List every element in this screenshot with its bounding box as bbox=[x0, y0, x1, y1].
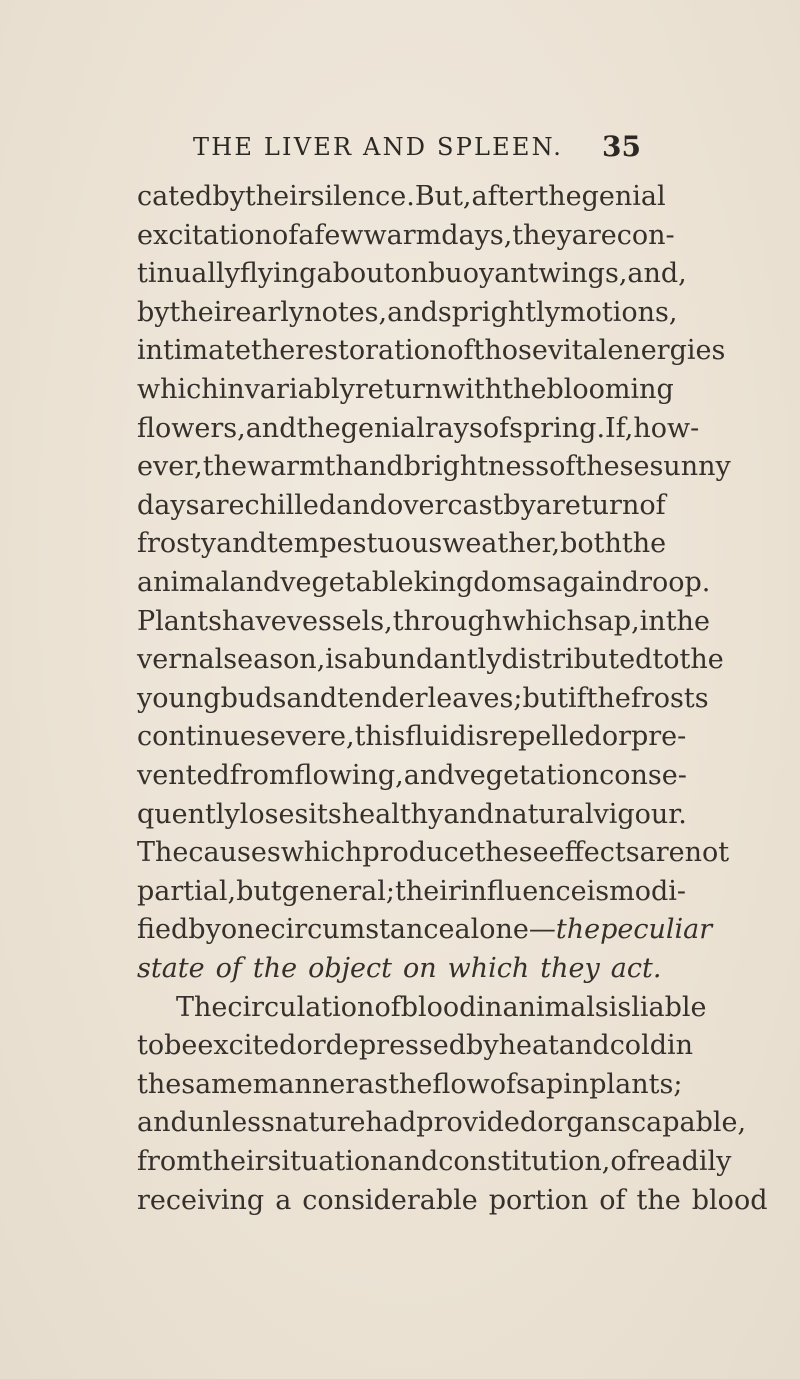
word: their bbox=[244, 181, 311, 212]
word: of bbox=[639, 489, 666, 521]
word: and bbox=[137, 1107, 188, 1139]
text-line bbox=[137, 1104, 747, 1142]
word: in bbox=[639, 605, 666, 637]
word: on bbox=[394, 258, 429, 290]
word: are bbox=[199, 489, 245, 521]
word: wings, bbox=[538, 258, 628, 290]
word: brightness bbox=[403, 451, 550, 483]
text-line bbox=[137, 178, 666, 216]
text-line bbox=[137, 911, 713, 949]
word: leaves bbox=[427, 682, 514, 714]
word: season, bbox=[223, 644, 326, 676]
text-line bbox=[176, 989, 707, 1027]
word: capable, bbox=[630, 1107, 747, 1139]
word: genial bbox=[340, 412, 425, 444]
word: the bbox=[555, 914, 601, 946]
word: one bbox=[220, 914, 271, 946]
running-title: THE LIVER AND SPLEEN. bbox=[193, 133, 564, 161]
word: invariably bbox=[218, 374, 355, 405]
word: depressed bbox=[325, 1030, 467, 1062]
word: same bbox=[181, 1068, 253, 1100]
word: and bbox=[229, 567, 281, 598]
word: cated bbox=[137, 181, 213, 212]
word: the bbox=[202, 451, 247, 483]
word: receiving bbox=[137, 1184, 265, 1216]
word: object bbox=[308, 953, 392, 984]
word: and bbox=[387, 296, 438, 328]
word: considerable bbox=[302, 1184, 478, 1216]
word: vented bbox=[137, 760, 230, 791]
word: by bbox=[503, 489, 536, 521]
word: blooming bbox=[546, 374, 674, 405]
word: warmth bbox=[246, 451, 353, 483]
word: from bbox=[229, 760, 295, 791]
word: The bbox=[137, 837, 189, 869]
word: and bbox=[245, 412, 297, 444]
word: this bbox=[354, 721, 406, 753]
word: ; bbox=[513, 682, 523, 714]
word: frosts bbox=[630, 682, 709, 714]
word: by bbox=[466, 1030, 499, 1062]
word: is bbox=[586, 875, 610, 907]
word: and bbox=[216, 528, 267, 560]
word: unless bbox=[187, 1107, 275, 1139]
word: of bbox=[272, 219, 299, 251]
word: repelled bbox=[489, 721, 602, 753]
text-line bbox=[137, 1027, 694, 1065]
text-line bbox=[137, 448, 731, 486]
word: of bbox=[482, 412, 510, 444]
word: ever, bbox=[137, 451, 203, 483]
word: restoration bbox=[295, 335, 448, 367]
word: had bbox=[365, 1107, 417, 1139]
word: chilled bbox=[244, 489, 337, 521]
word: but bbox=[522, 682, 569, 714]
word: flow bbox=[432, 1068, 490, 1100]
word: after bbox=[471, 181, 538, 212]
word: tinually bbox=[137, 258, 240, 290]
word: which bbox=[502, 605, 584, 637]
text-line bbox=[137, 332, 726, 370]
text-line bbox=[137, 410, 700, 448]
word: vigour. bbox=[593, 798, 687, 830]
word: return bbox=[551, 489, 640, 521]
word: liable bbox=[631, 991, 707, 1023]
word: distributed bbox=[501, 644, 653, 676]
word: pre- bbox=[630, 721, 687, 753]
word: and bbox=[403, 760, 455, 791]
word: fied bbox=[137, 914, 189, 946]
word: con- bbox=[616, 219, 675, 251]
word: the bbox=[636, 1184, 681, 1216]
word: circulation bbox=[227, 991, 375, 1023]
word: tender bbox=[337, 682, 428, 714]
word: animal bbox=[137, 567, 230, 598]
word: general; bbox=[281, 875, 395, 907]
word: and bbox=[558, 1030, 610, 1062]
word: and bbox=[286, 682, 338, 714]
word: kingdoms bbox=[413, 567, 547, 598]
word: vegetation bbox=[454, 760, 600, 791]
word: both bbox=[560, 528, 622, 560]
word: days bbox=[137, 489, 200, 521]
word: causes bbox=[188, 837, 281, 869]
word: circumstance bbox=[270, 914, 455, 946]
word: early bbox=[235, 296, 305, 328]
word: flowers, bbox=[137, 412, 246, 444]
word: which bbox=[280, 837, 363, 869]
word: sprightly bbox=[437, 296, 560, 328]
word: produce bbox=[362, 837, 475, 869]
word: blood bbox=[691, 1184, 768, 1216]
word: again bbox=[546, 567, 622, 598]
word: the bbox=[586, 682, 631, 714]
word: excited bbox=[197, 1030, 297, 1062]
word: is bbox=[325, 644, 348, 676]
text-line bbox=[137, 294, 678, 332]
text-line bbox=[137, 564, 711, 602]
word: excitation bbox=[137, 219, 273, 251]
word: the bbox=[137, 1068, 182, 1100]
word: on bbox=[402, 953, 437, 984]
word: sap bbox=[515, 1068, 564, 1100]
word: quently bbox=[137, 798, 240, 830]
word: in bbox=[476, 991, 503, 1023]
word: are bbox=[571, 219, 617, 251]
word: flowing, bbox=[294, 760, 404, 791]
word: in bbox=[666, 1030, 694, 1062]
text-line bbox=[137, 371, 674, 409]
word: vessels, bbox=[286, 605, 393, 637]
text-line bbox=[137, 950, 660, 988]
word: sap, bbox=[583, 605, 640, 637]
word: if bbox=[568, 682, 587, 714]
text-line bbox=[137, 796, 687, 834]
text-line bbox=[137, 873, 687, 911]
word: or bbox=[296, 1030, 326, 1062]
word: their bbox=[169, 296, 236, 328]
word: the bbox=[679, 644, 724, 676]
text-line bbox=[137, 603, 710, 641]
word: the bbox=[388, 1068, 433, 1100]
word: healthy bbox=[341, 798, 444, 830]
word: energies bbox=[607, 335, 726, 367]
word: manner bbox=[252, 1068, 359, 1100]
word: buds bbox=[220, 682, 287, 714]
word: act. bbox=[610, 953, 662, 984]
text-line bbox=[137, 217, 675, 255]
word: droop. bbox=[621, 567, 711, 598]
word: frosty bbox=[137, 528, 217, 560]
word: provided bbox=[416, 1107, 538, 1139]
word: of bbox=[447, 335, 474, 367]
word: sunny bbox=[649, 451, 731, 483]
word: from bbox=[137, 1146, 202, 1177]
word: tempestuous bbox=[266, 528, 443, 560]
word: cold bbox=[609, 1030, 667, 1062]
word: these bbox=[575, 451, 650, 483]
word: they bbox=[512, 219, 572, 251]
word: by bbox=[188, 914, 221, 946]
word: ; bbox=[673, 1068, 683, 1100]
word: return bbox=[354, 374, 443, 405]
word: which bbox=[447, 953, 530, 984]
word: the bbox=[665, 605, 710, 637]
word: conse- bbox=[599, 760, 687, 791]
word: and bbox=[336, 489, 387, 521]
word: severe, bbox=[256, 721, 355, 753]
word: continue bbox=[137, 721, 257, 753]
word: notes, bbox=[304, 296, 388, 328]
word: as bbox=[358, 1068, 389, 1100]
word: buoyant bbox=[428, 258, 539, 290]
word: But, bbox=[414, 181, 472, 212]
text-line bbox=[137, 1182, 768, 1220]
word: silence. bbox=[310, 181, 415, 212]
word: situation bbox=[267, 1146, 388, 1177]
word: few bbox=[314, 219, 364, 251]
word: animals bbox=[502, 991, 609, 1023]
word: and bbox=[352, 451, 404, 483]
word: but bbox=[236, 875, 282, 907]
word: is bbox=[608, 991, 632, 1023]
word: with bbox=[442, 374, 503, 405]
word: Plants bbox=[137, 605, 222, 637]
word: by bbox=[137, 296, 170, 328]
word: partial, bbox=[137, 875, 237, 907]
word: are bbox=[639, 837, 685, 869]
word: in bbox=[563, 1068, 590, 1100]
word: vital bbox=[547, 335, 608, 367]
word: which bbox=[137, 374, 219, 405]
word: and bbox=[443, 798, 495, 830]
word: to bbox=[652, 644, 680, 676]
page-number: 35 bbox=[602, 130, 641, 163]
word: of bbox=[599, 1184, 626, 1216]
word: to bbox=[137, 1030, 165, 1062]
text-line bbox=[137, 641, 724, 679]
word: overcast bbox=[386, 489, 504, 521]
word: the bbox=[251, 335, 296, 367]
word: days, bbox=[441, 219, 513, 251]
word: young bbox=[137, 682, 221, 714]
word: the bbox=[502, 374, 547, 405]
text-line bbox=[137, 1143, 732, 1181]
word: organs bbox=[537, 1107, 631, 1139]
word: through bbox=[392, 605, 503, 637]
word: readily bbox=[636, 1146, 732, 1177]
word: state bbox=[137, 953, 205, 984]
word: by bbox=[212, 181, 245, 212]
text-line bbox=[137, 525, 667, 563]
word: effects bbox=[548, 837, 640, 869]
word: they bbox=[540, 953, 600, 984]
word: be bbox=[164, 1030, 198, 1062]
word: blood bbox=[400, 991, 477, 1023]
word: If, bbox=[605, 412, 634, 444]
word: or bbox=[601, 721, 631, 753]
word: of bbox=[489, 1068, 516, 1100]
word: its bbox=[308, 798, 342, 830]
word: The bbox=[176, 991, 228, 1023]
word: the bbox=[252, 953, 298, 984]
word: is bbox=[466, 721, 490, 753]
word: flying bbox=[239, 258, 317, 290]
word: their bbox=[201, 1146, 268, 1177]
word: fluid bbox=[405, 721, 467, 753]
word: have bbox=[222, 605, 287, 637]
text-line bbox=[137, 757, 687, 795]
word: those bbox=[473, 335, 548, 367]
word: a bbox=[298, 219, 315, 251]
word: intimate bbox=[137, 335, 252, 367]
word: weather, bbox=[442, 528, 561, 560]
word: the bbox=[296, 412, 341, 444]
word: of bbox=[610, 1146, 637, 1177]
word: abundantly bbox=[347, 644, 502, 676]
word: of bbox=[215, 953, 242, 984]
word: constitution, bbox=[438, 1146, 611, 1177]
word: loses bbox=[239, 798, 309, 830]
word: these bbox=[474, 837, 549, 869]
word: spring. bbox=[509, 412, 606, 444]
word: natural bbox=[494, 798, 594, 830]
word: motions, bbox=[559, 296, 678, 328]
word: genial bbox=[581, 181, 666, 212]
word: their bbox=[395, 875, 461, 907]
word: vegetable bbox=[280, 567, 414, 598]
word: rays bbox=[424, 412, 483, 444]
text-line bbox=[137, 255, 687, 293]
word: nature bbox=[274, 1107, 366, 1139]
word: heat bbox=[498, 1030, 559, 1062]
word: vernal bbox=[137, 644, 224, 676]
word: not bbox=[684, 837, 730, 869]
word: modi- bbox=[609, 875, 687, 907]
text-line bbox=[137, 718, 687, 756]
word: influence bbox=[460, 875, 587, 907]
word: the bbox=[537, 181, 582, 212]
word: how- bbox=[633, 412, 700, 444]
word: and bbox=[387, 1146, 439, 1177]
word: peculiar bbox=[600, 914, 713, 946]
word: a bbox=[535, 489, 552, 521]
word: of bbox=[549, 451, 576, 483]
word: plants bbox=[589, 1068, 674, 1100]
word: alone— bbox=[454, 914, 556, 946]
text-line bbox=[137, 487, 666, 525]
word: of bbox=[374, 991, 401, 1023]
text-line bbox=[137, 680, 709, 718]
word: portion bbox=[488, 1184, 589, 1216]
text-line bbox=[137, 1066, 683, 1104]
word: about bbox=[316, 258, 395, 290]
text-line bbox=[137, 834, 730, 872]
word: a bbox=[275, 1184, 292, 1216]
word: and, bbox=[627, 258, 687, 290]
word: the bbox=[621, 528, 667, 560]
word: warm bbox=[363, 219, 442, 251]
